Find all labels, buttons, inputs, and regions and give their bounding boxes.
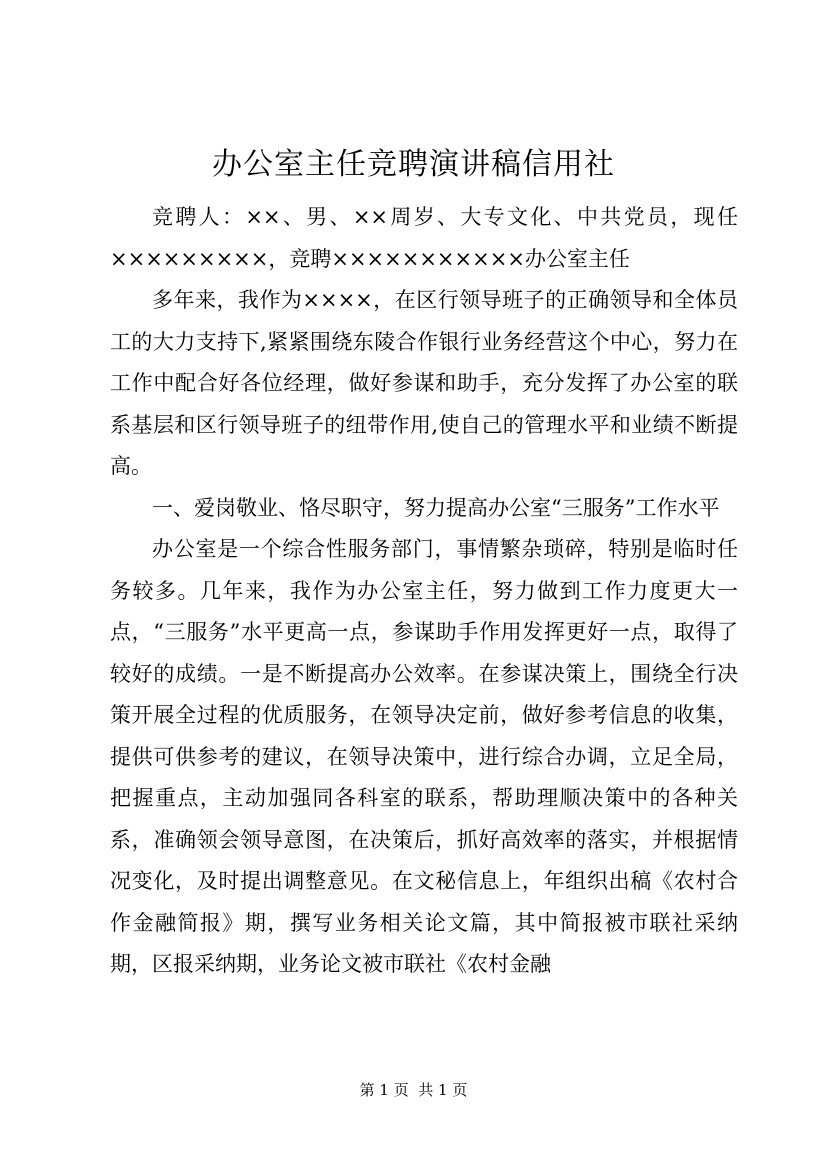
paragraph-candidate-info: 竞聘人：××、男、××周岁、大专文化、中共党员，现任×××××××××，竞聘×××××××××××办公室主任 <box>110 205 738 271</box>
paragraph-intro: 多年来，我作为××××，在区行领导班子的正确领导和全体员工的大力支持下,紧紧围绕东陵合作银行业务经营这个中心，努力在工作中配合好各位经理，做好参谋和助手，充分发挥了办公室的联系基层和区行领导班子的纽带作用,使自己的管理水平和业绩不断提高。 <box>110 288 738 478</box>
paragraph-office-work: 办公室是一个综合性服务部门，事情繁杂琐碎，特别是临时任务较多。几年来，我作为办公室主任，努力做到工作力度更大一点，“三服务”水平更高一点，参谋助手作用发挥更好一点，取得了较好的成绩。一是不断提高办公效率。在参谋决策上，围绕全行决策开展全过程的优质服务，在领导决定前，做好参考信息的收集，提供可供参考的建议，在领导决策中，进行综合办调，立足全局，把握重点，主动加强同各科室的联系，帮助理顺决策中的各种关系，准确领会领导意图，在决策后，抓好高效率的落实，并根据情况变化，及时提出调整意见。在文秘信息上，年组织出稿《农村合作金融简报》期，撰写业务相关论文篇，其中简报被市联社采纳期，区报采纳期，业务论文被市联社《农村金融 <box>110 537 738 976</box>
page-number-text: 第 1 页 共 1 页 <box>359 1081 468 1099</box>
document-body <box>110 197 738 986</box>
page-footer <box>0 1080 827 1100</box>
section-heading-1: 一、爱岗敬业、恪尽职守，努力提高办公室“三服务”工作水平 <box>152 495 720 520</box>
document-title: 办公室主任竞聘演讲稿信用社 <box>212 147 615 182</box>
